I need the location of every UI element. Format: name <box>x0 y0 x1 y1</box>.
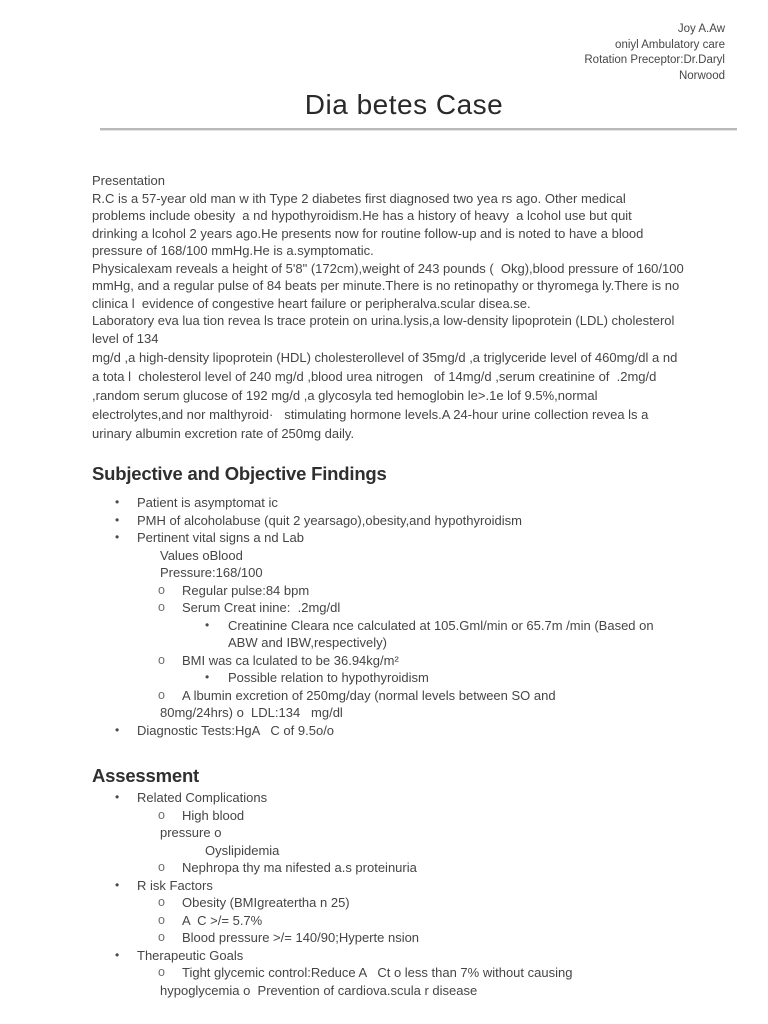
circle-bullet-icon: o <box>158 652 165 667</box>
list-item <box>92 564 732 582</box>
assessment-list <box>92 789 732 999</box>
bullet-icon: • <box>115 512 120 527</box>
list-item-text: Tight glycemic control:Reduce A Ct o less than 7% without causing <box>182 965 573 980</box>
list-item <box>92 652 732 670</box>
list-item-text: Serum Creat inine: .2mg/dl <box>182 600 341 615</box>
header-line: Joy A.Aw <box>677 23 725 35</box>
paragraph-line: urinary albumin excretion rate of 250mg daily. <box>92 425 355 441</box>
paragraph-line: Laboratory eva lua tion revea ls trace protein on urina.lysis,a low-density lipoprotein (LDL) cholesterol <box>92 313 675 328</box>
paragraph-line: problems include obesity a nd hypothyroidism.He has a history of heavy a lcohol use but quit <box>92 208 632 223</box>
circle-bullet-icon: o <box>158 965 165 979</box>
list-item <box>92 894 732 912</box>
circle-bullet-icon: o <box>158 807 165 822</box>
list-item <box>92 669 732 687</box>
list-item-text: A lbumin excretion of 250mg/day (normal levels between SO and <box>182 687 556 703</box>
paragraph-line: electrolytes,and nor malthyroid· stimulating hormone levels.A 24-hour urine collection revea ls a <box>92 406 649 422</box>
list-item <box>92 704 732 722</box>
circle-bullet-icon: o <box>158 600 165 614</box>
list-item <box>92 634 732 652</box>
paragraph-line: mmHg, and a regular pulse of 84 beats per minute.There is no retinopathy or thyromega ly.There is no <box>92 278 680 293</box>
section-heading-subjective: Subjective and Objective Findings <box>92 463 387 484</box>
bullet-icon: • <box>115 495 120 509</box>
header-line: Rotation Preceptor:Dr.Daryl <box>584 54 725 66</box>
list-item-text: Diagnostic Tests:HgA C of 9.5o/o <box>137 722 335 738</box>
paragraph-line: drinking a lcohol 2 years ago.He presents now for routine follow-up and is noted to have a blood <box>92 225 644 241</box>
list-item-text: Obesity (BMIgreatertha n 25) <box>182 895 350 910</box>
presentation-paragraph <box>92 172 724 442</box>
bullet-icon: • <box>115 790 120 804</box>
list-item-text: Values oBlood <box>160 547 243 563</box>
list-item-text: Related Complications <box>137 790 268 805</box>
list-item-text: R isk Factors <box>137 877 213 893</box>
list-item <box>92 687 732 705</box>
bullet-icon: • <box>205 617 210 632</box>
list-item-text: PMH of alcoholabuse (quit 2 yearsago),obesity,and hypothyroidism <box>137 512 522 528</box>
list-item <box>92 582 732 600</box>
bullet-icon: • <box>115 722 120 737</box>
list-item-text: pressure o <box>160 825 222 840</box>
paragraph-line: mg/d ,a high-density lipoprotein (HDL) cholesterollevel of 35mg/d ,a triglyceride level of 460mg/dl a nd <box>92 349 678 365</box>
list-item <box>92 494 732 512</box>
list-item-text: ABW and IBW,respectively) <box>228 635 387 650</box>
list-item <box>92 512 732 530</box>
subjective-list <box>92 494 732 739</box>
list-item-text: Blood pressure >/= 140/90;Hyperte nsion <box>182 930 420 945</box>
circle-bullet-icon: o <box>158 912 165 927</box>
header-line: Norwood <box>678 69 725 82</box>
bullet-icon: • <box>115 947 120 962</box>
list-item-text: hypoglycemia o Prevention of cardiova.scula r disease <box>160 982 478 998</box>
list-item-text: High blood <box>182 807 245 823</box>
circle-bullet-icon: o <box>158 582 165 597</box>
paragraph-line: Presentation <box>92 173 165 188</box>
circle-bullet-icon: o <box>158 860 165 874</box>
bullet-icon: • <box>115 530 120 544</box>
paragraph-line: ,random serum glucose of 192 mg/d ,a glycosyla ted hemoglobin le>.1e lof 9.5%,normal <box>92 387 598 403</box>
paragraph-line: level of 134 <box>92 330 159 346</box>
paragraph-line: a tota l cholesterol level of 240 mg/d ,blood urea nitrogen of 14mg/d ,serum creatinine of .2mg/d <box>92 368 657 384</box>
list-item <box>92 912 732 930</box>
list-item <box>92 982 732 1000</box>
list-item-text: Therapeutic Goals <box>137 947 244 963</box>
section-heading-assessment: Assessment <box>92 765 200 786</box>
page-title: Dia betes Case <box>304 89 504 120</box>
list-item <box>92 807 732 825</box>
list-item <box>92 722 732 740</box>
list-item-text: Nephropa thy ma nifested a.s proteinuria <box>182 860 417 875</box>
list-item <box>92 947 732 965</box>
paragraph-line: Physicalexam reveals a height of 5'8" (172cm),weight of 243 pounds ( Okg),blood pressure of 160/100 <box>92 260 684 276</box>
header-block <box>584 22 725 84</box>
list-item-text: 80mg/24hrs) o LDL:134 mg/dl <box>160 705 343 720</box>
bullet-icon: • <box>115 877 120 892</box>
circle-bullet-icon: o <box>158 895 165 909</box>
circle-bullet-icon: o <box>158 930 165 944</box>
list-item <box>92 617 732 635</box>
list-item <box>92 859 732 877</box>
list-item <box>92 929 732 947</box>
list-item-text: Oyslipidemia <box>205 842 280 858</box>
paragraph-line: clinica l evidence of congestive heart failure or peripheralva.scular disea.se. <box>92 295 531 311</box>
list-item <box>92 547 732 565</box>
circle-bullet-icon: o <box>158 687 165 702</box>
paragraph-line: R.C is a 57-year old man w ith Type 2 diabetes first diagnosed two yea rs ago. Other medical <box>92 190 626 206</box>
list-item-text: Patient is asymptomat ic <box>137 495 278 510</box>
list-item-text: Possible relation to hypothyroidism <box>228 670 429 685</box>
list-item-text: Regular pulse:84 bpm <box>182 582 310 598</box>
list-item <box>92 877 732 895</box>
list-item-text: Pertinent vital signs a nd Lab <box>137 530 304 545</box>
horizontal-rule <box>100 128 737 131</box>
list-item-text: Pressure:168/100 <box>160 565 263 580</box>
list-item <box>92 599 732 617</box>
bullet-icon: • <box>205 670 210 684</box>
list-item <box>92 789 732 807</box>
paragraph-line: pressure of 168/100 mmHg.He is a.symptomatic. <box>92 243 374 258</box>
list-item <box>92 824 732 842</box>
list-item-text: BMI was ca lculated to be 36.94kg/m² <box>182 652 399 668</box>
list-item <box>92 842 732 860</box>
list-item <box>92 964 732 982</box>
list-item <box>92 529 732 547</box>
header-line: oniyl Ambulatory care <box>615 38 725 51</box>
list-item-text: Creatinine Cleara nce calculated at 105.Gml/min or 65.7m /min (Based on <box>228 617 654 633</box>
list-item-text: A C >/= 5.7% <box>182 912 263 928</box>
